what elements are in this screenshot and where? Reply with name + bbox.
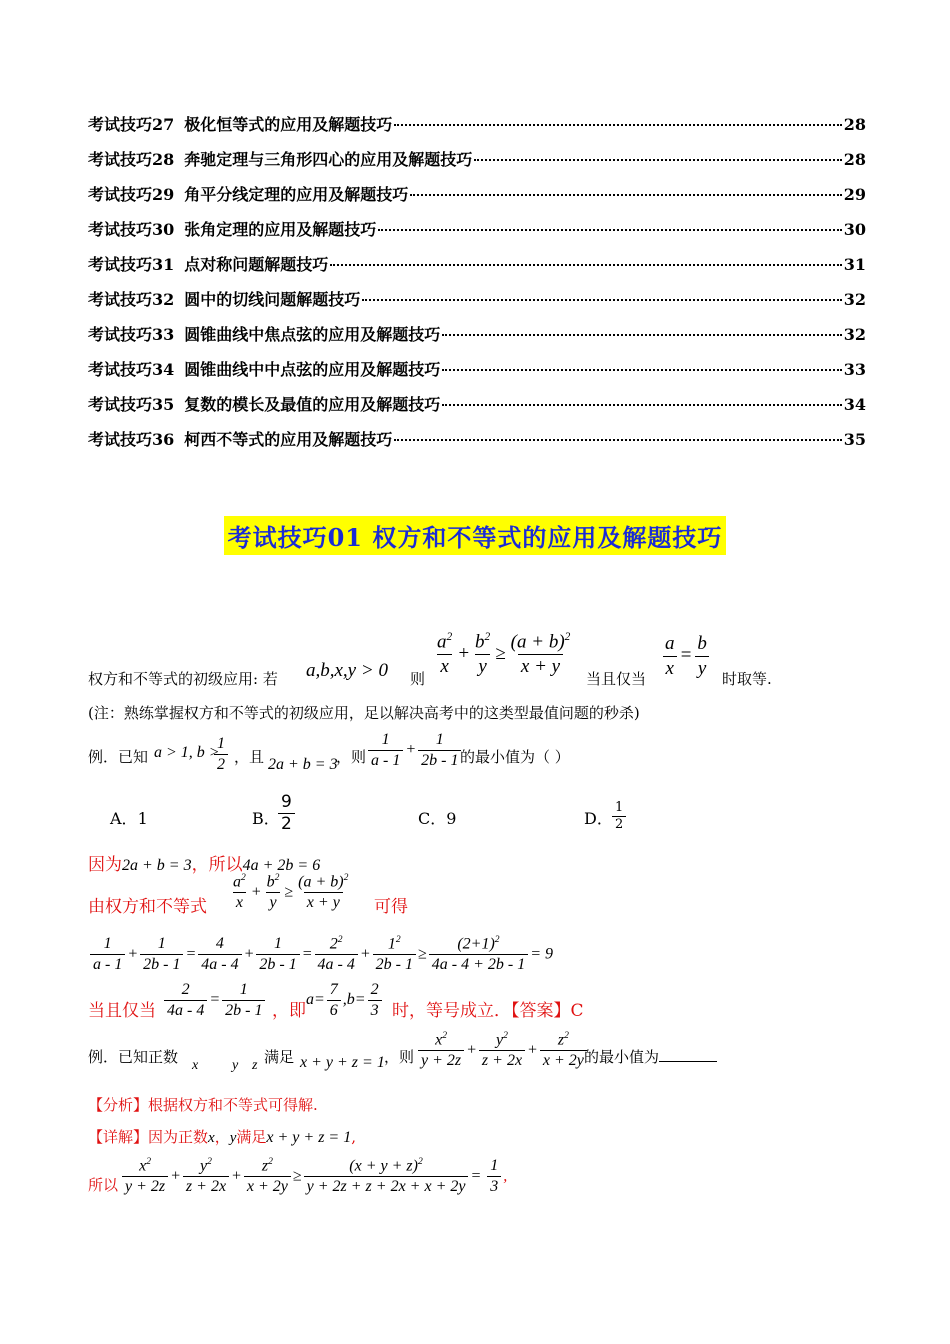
toc-label: 考试技巧29 [88, 185, 175, 204]
toc-leader-dots [442, 334, 841, 336]
example2-x: x [192, 1058, 199, 1073]
example1-tail: 的最小值为（ ） [460, 748, 570, 766]
example2-z: z [252, 1058, 258, 1073]
example2-equation: x + y + z = 1 [300, 1054, 385, 1071]
option-b: B． [252, 809, 280, 828]
toc-title: 柯西不等式的应用及解题技巧 [184, 430, 393, 449]
intro-when: 当且仅当 [586, 670, 647, 688]
toc-leader-dots [362, 299, 841, 301]
toc-leader-dots [394, 124, 841, 126]
solution1-line4-mid: ，即 [272, 1001, 306, 1021]
detail-line2-expression: $\frac{x^2}{y + 2z}$ + $\frac{y^2}{z + 2x}$ + $\frac{z^2}{x + 2y}$ ≥ $\frac{(x + y + z)^2}{y + 2z + z + 2x + x + 2y}$ = $\frac{1}{3}$ , [120, 1156, 507, 1197]
solution1-line4-prefix: 当且仅当 [88, 1001, 156, 1021]
toc-label: 考试技巧27 [88, 115, 175, 134]
toc-label: 考试技巧34 [88, 360, 175, 379]
solution1-inequality: $\frac{a^2}{x}$ + $\frac{b^2}{y}$ ≥ $\frac{(a + b)^2}{x + y}$ [233, 872, 349, 912]
example2-then: ，则 [384, 1048, 415, 1066]
option-d: D． [584, 809, 613, 828]
toc-title: 圆中的切线问题解题技巧 [184, 290, 361, 309]
toc-title: 圆锥曲线中中点弦的应用及解题技巧 [184, 360, 441, 379]
example1-expression: $\frac{1}{a - 1}$ + $\frac{1}{2b - 1}$ [366, 730, 463, 771]
toc-leader-dots [442, 404, 841, 406]
table-of-contents [88, 112, 866, 462]
toc-title: 圆锥曲线中焦点弦的应用及解题技巧 [184, 325, 441, 344]
option-d-value: $\frac{1}{2}$ [610, 800, 628, 834]
toc-page-number: 30 [843, 220, 866, 239]
toc-leader-dots [474, 159, 841, 161]
toc-label: 考试技巧28 [88, 150, 175, 169]
solution1-line2-text: 由权方和不等式 [88, 897, 207, 917]
toc-page-number: 29 [843, 185, 866, 204]
option-a: A．1 [110, 809, 148, 828]
toc-row[interactable] [88, 357, 866, 392]
answer-blank [659, 1061, 717, 1062]
toc-title: 极化恒等式的应用及解题技巧 [184, 115, 393, 134]
toc-label: 考试技巧33 [88, 325, 175, 344]
toc-row[interactable] [88, 147, 866, 182]
toc-page-number: 31 [843, 255, 866, 274]
toc-leader-dots [410, 194, 841, 196]
toc-row[interactable] [88, 392, 866, 427]
solution1-line4-tail: 时，等号成立．【答案】C [392, 1001, 584, 1021]
toc-row[interactable] [88, 287, 866, 322]
solution1-line2-tail: 可得 [374, 897, 408, 917]
detail-line2-prefix: 所以 [88, 1176, 119, 1194]
toc-page-number: 32 [843, 290, 866, 309]
toc-title: 点对称问题解题技巧 [184, 255, 329, 274]
intro-prefix: 权方和不等式的初级应用: 若 [88, 670, 278, 688]
toc-row[interactable] [88, 112, 866, 147]
toc-row[interactable] [88, 322, 866, 357]
example2-y: y [232, 1058, 239, 1073]
intro-equality-condition: $\frac{a}{x}$ = $\frac{b}{y}$ [660, 632, 712, 681]
example1-then: ，则 [336, 748, 367, 766]
toc-label: 考试技巧35 [88, 395, 175, 414]
toc-page-number: 35 [843, 430, 866, 449]
toc-title: 张角定理的应用及解题技巧 [184, 220, 377, 239]
solution1-line4-values: a= $\frac{7}{6}$ ,b= $\frac{2}{3}$ [306, 980, 384, 1021]
toc-page-number: 28 [843, 115, 866, 134]
example1-condition: a > 1, b > [154, 744, 220, 761]
intro-tail: 时取等. [722, 670, 772, 688]
toc-title: 复数的模长及最值的应用及解题技巧 [184, 395, 441, 414]
option-b-value: $\frac{9}{2}$ [276, 792, 297, 836]
toc-leader-dots [378, 229, 841, 231]
analysis-line: 【分析】根据权方和不等式可得解. [88, 1096, 318, 1114]
option-c: C．9 [418, 809, 457, 828]
note-text: (注：熟练掌握权方和不等式的初级应用，足以解决高考中的这类型最值问题的秒杀) [88, 704, 640, 722]
detail-line1: 【详解】因为正数x，y满足x + y + z = 1, [88, 1128, 357, 1146]
toc-page-number: 32 [843, 325, 866, 344]
toc-row[interactable] [88, 252, 866, 287]
example1-prefix: 例．已知 [88, 748, 149, 766]
example2-expression: $\frac{x^2}{y + 2z}$ + $\frac{y^2}{z + 2x}$ + $\frac{z^2}{x + 2y}$ [416, 1030, 589, 1071]
example2-tail: 的最小值为 [584, 1046, 717, 1067]
toc-row[interactable] [88, 427, 866, 462]
solution1-line1: 因为2a + b = 3，所以4a + 2b = 6 [88, 855, 321, 875]
section-heading-wrap [0, 516, 950, 555]
toc-label: 考试技巧32 [88, 290, 175, 309]
toc-title: 奔驰定理与三角形四心的应用及解题技巧 [184, 150, 473, 169]
toc-leader-dots [442, 369, 841, 371]
example1-and: ，且 [234, 748, 265, 766]
toc-page-number: 28 [843, 150, 866, 169]
example1-half: $\frac{1}{2}$ [212, 734, 230, 775]
toc-leader-dots [394, 439, 841, 441]
example2-meet: 满足 [264, 1048, 295, 1066]
intro-condition: a,b,x,y > 0 [306, 660, 388, 681]
toc-page-number: 34 [843, 395, 866, 414]
toc-row[interactable] [88, 182, 866, 217]
intro-inequality: $\frac{a^2}{x}$ + $\frac{b^2}{y}$ ≥ $\frac{(a + b)^2}{x + y}$ [437, 631, 571, 678]
toc-label: 考试技巧31 [88, 255, 175, 274]
toc-row[interactable] [88, 217, 866, 252]
example2-prefix: 例．已知正数 [88, 1048, 179, 1066]
intro-then: 则 [410, 670, 426, 688]
example1-equation: 2a + b = 3 [268, 756, 338, 773]
toc-label: 考试技巧36 [88, 430, 175, 449]
toc-page-number: 33 [843, 360, 866, 379]
solution1-line4-condition: $\frac{2}{4a - 4}$ = $\frac{1}{2b - 1}$ [162, 980, 267, 1021]
section-heading: 考试技巧01 权方和不等式的应用及解题技巧 [224, 516, 727, 555]
toc-title: 角平分线定理的应用及解题技巧 [184, 185, 409, 204]
toc-leader-dots [330, 264, 841, 266]
toc-label: 考试技巧30 [88, 220, 175, 239]
solution1-line3: $\frac{1}{a - 1}$ + $\frac{1}{2b - 1}$ = $\frac{4}{4a - 4}$ + $\frac{1}{2b - 1}$ = $\frac{2^2}{4a - 4}$ + $\frac{1^2}{2b - 1}$ ≥ $\frac{(2+1)^2}{4a - 4 + 2b - 1}$ = 9 [88, 934, 553, 975]
